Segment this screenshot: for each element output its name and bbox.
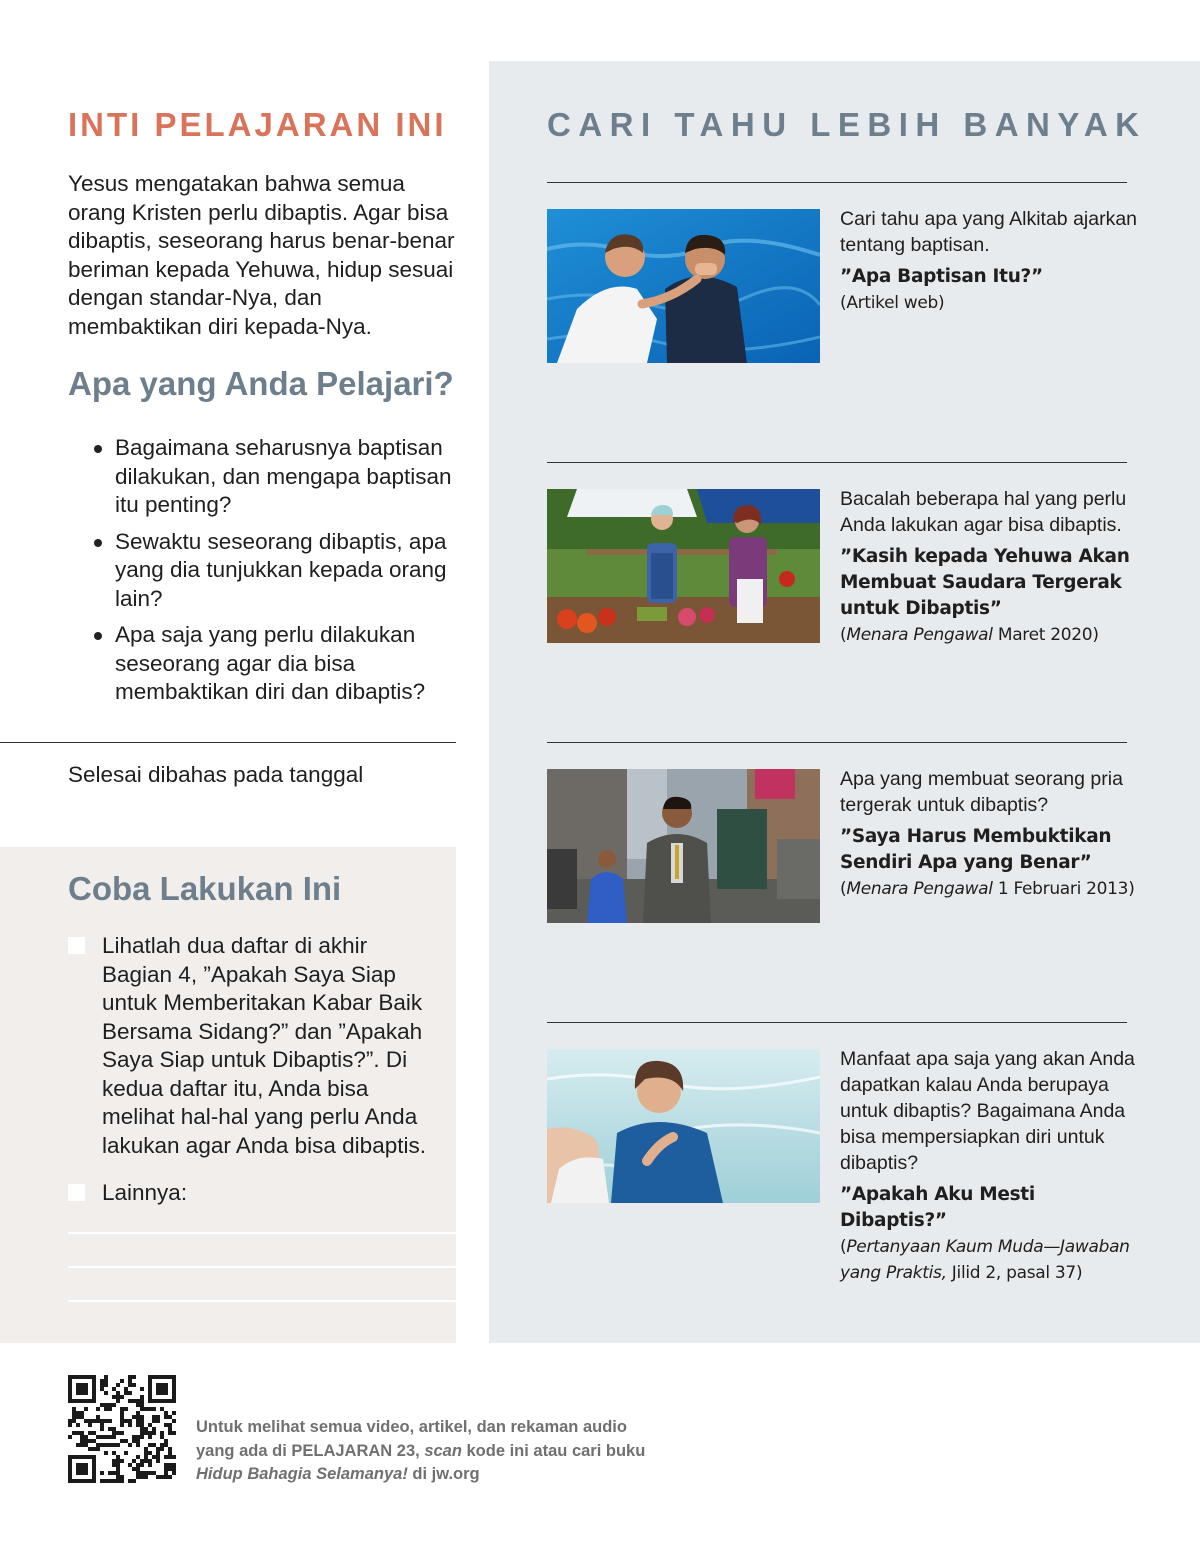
reference-entry [840, 766, 1140, 902]
reference-question: Bacalah beberapa hal yang perlu Anda lakukan agar bisa dibaptis. [840, 488, 1127, 536]
try-this-title: Coba Lakukan Ini [68, 870, 342, 907]
learn-title: Apa yang Anda Pelajari? [68, 365, 454, 402]
reference-article-title[interactable]: ”Saya Harus Membuktikan Sendiri Apa yang Benar” [840, 826, 1112, 873]
footer-scan: scan [424, 1441, 462, 1460]
footer-text: di jw.org [407, 1465, 480, 1483]
find-out-more-title: CARI TAHU LEBIH BANYAK [547, 106, 1147, 143]
footer-text: yang ada di PELAJARAN 23, [196, 1441, 425, 1460]
summary-title: INTI PELAJARAN INI [68, 106, 447, 143]
qr-code[interactable] [68, 1375, 176, 1483]
reference-source: (Artikel web) [840, 293, 945, 313]
reference-article-title[interactable]: ”Apa Baptisan Itu?” [840, 266, 1043, 287]
footer-line: Untuk melihat semua video, artikel, dan rekaman audio [196, 1418, 627, 1436]
city-street-photo[interactable] [547, 769, 820, 923]
divider [547, 1022, 1127, 1023]
divider [547, 462, 1127, 463]
source-publication: Menara Pengawal [846, 879, 993, 899]
write-in-line[interactable] [68, 1266, 456, 1268]
footer-line [196, 1463, 645, 1487]
reference-article-title[interactable]: ”Kasih kepada Yehuwa Akan Membuat Saudara Tergerak untuk Dibaptis” [840, 546, 1130, 619]
divider [547, 182, 1127, 183]
reference-entry [840, 206, 1140, 316]
footer-text: kode ini atau cari buku [461, 1441, 646, 1460]
market-stall-photo[interactable] [547, 489, 820, 643]
source-publication: Menara Pengawal [846, 625, 993, 645]
book-title: Hidup Bahagia Selamanya! [196, 1465, 408, 1483]
completed-date-label: Selesai dibahas pada tanggal [68, 762, 364, 787]
reference-entry [840, 1046, 1140, 1286]
young-woman-baptism-photo[interactable] [547, 1049, 820, 1203]
checkbox[interactable] [68, 1184, 85, 1201]
reference-question: Cari tahu apa yang Alkitab ajarkan tentang baptisan. [840, 208, 1138, 256]
baptism-pool-photo[interactable] [547, 209, 820, 363]
reference-question: Manfaat apa saja yang akan Anda dapatkan kalau Anda berupaya untuk dibaptis? Bagaimana Anda bisa mempersiapkan diri untuk dibaptis? [840, 1048, 1135, 1174]
source-publication: Pertanyaan Kaum Muda—Jawaban yang Praktis, [840, 1237, 1130, 1283]
learn-list [92, 434, 462, 715]
divider [547, 742, 1127, 743]
write-in-line[interactable] [68, 1300, 456, 1302]
footer-note [196, 1416, 645, 1487]
reference-article-title[interactable]: ”Apakah Aku Mesti Dibaptis?” [840, 1184, 1035, 1231]
learn-item: Apa saja yang perlu dilakukan seseorang agar dia bisa membaktikan diri dan dibaptis? [92, 621, 462, 707]
summary-text: Yesus mengatakan bahwa semua orang Kristen perlu dibaptis. Agar bisa dibaptis, seseorang harus benar-benar beriman kepada Yehuwa, hidup sesuai dengan standar-Nya, dan membaktikan diri kepada-Nya. [68, 171, 455, 339]
reference-entry [840, 486, 1140, 648]
source-date: Maret 2020) [992, 625, 1099, 645]
reference-source: (Menara Pengawal Maret 2020) [840, 625, 1099, 645]
write-in-line[interactable] [68, 1232, 456, 1234]
reference-source: (Pertanyaan Kaum Muda—Jawaban yang Praktis, Jilid 2, pasal 37) [840, 1237, 1130, 1283]
try-this-item: Lainnya: [102, 1180, 188, 1205]
learn-item: Sewaktu seseorang dibaptis, apa yang dia tunjukkan kepada orang lain? [92, 528, 462, 614]
source-detail: Jilid 2, pasal 37) [946, 1263, 1083, 1283]
reference-question: Apa yang membuat seorang pria tergerak untuk dibaptis? [840, 768, 1123, 816]
source-date: 1 Februari 2013) [992, 879, 1135, 899]
learn-item: Bagaimana seharusnya baptisan dilakukan, dan mengapa baptisan itu penting? [92, 434, 462, 520]
checkbox[interactable] [68, 937, 85, 954]
divider [0, 742, 456, 743]
reference-source: (Menara Pengawal 1 Februari 2013) [840, 879, 1135, 899]
try-this-item: Lihatlah dua daftar di akhir Bagian 4, ”Apakah Saya Siap untuk Memberitakan Kabar Baik Bersama Sidang?” dan ”Apakah Saya Siap untuk Dibaptis?”. Di kedua daftar itu, Anda bisa melihat hal-hal yang perlu Anda lakukan agar Anda bisa dibaptis. [102, 933, 426, 1158]
footer-line [196, 1440, 645, 1464]
